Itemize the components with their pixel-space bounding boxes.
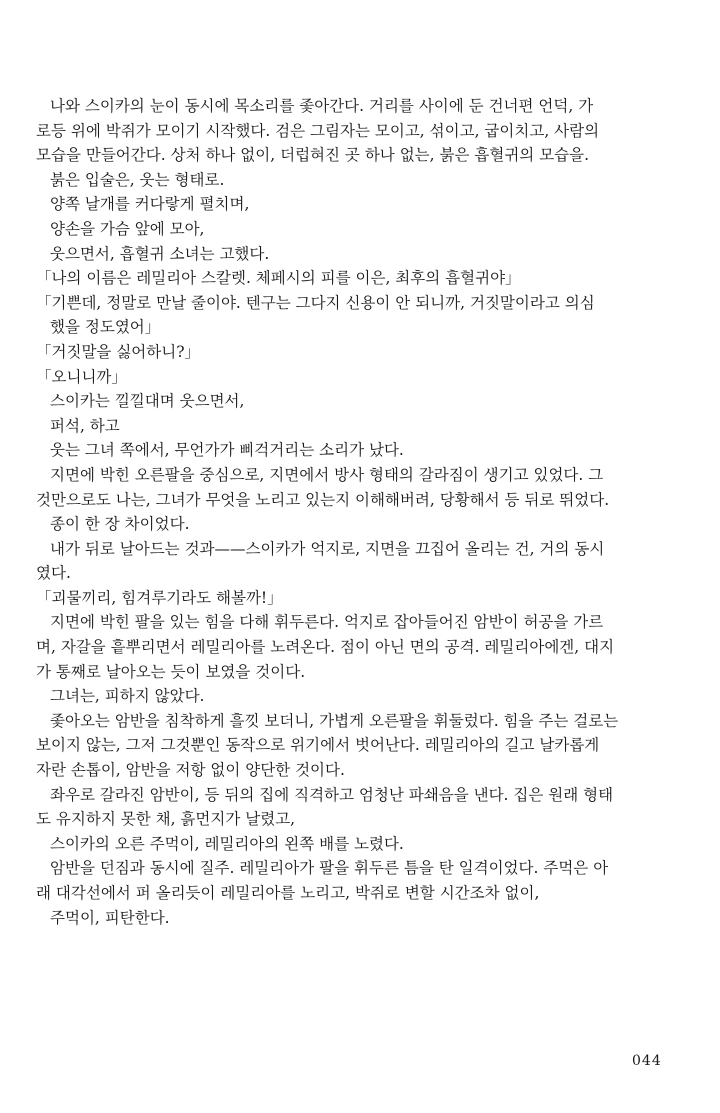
- text-line: 것만으로도 나는, 그녀가 무엇을 노리고 있는지 이해해버려, 당황해서 등 뒤로 뛰었다.: [36, 490, 610, 509]
- text-line: 내가 뒤로 날아드는 것과——스이카가 억지로, 지면을 끄집어 올리는 건, 거의 동시: [50, 539, 605, 558]
- text-line: 암반을 던짐과 동시에 질주. 레밀리아가 팔을 휘두른 틈을 탄 일격이었다. 주먹은 아: [50, 859, 609, 878]
- text-line: 「기쁜데, 정말로 만날 줄이야. 텐구는 그다지 신용이 안 되니까, 거짓말이라고 의심: [36, 293, 595, 312]
- text-line: 붉은 입술은, 웃는 형태로.: [50, 170, 225, 189]
- text-line: 지면에 박힌 오른팔을 중심으로, 지면에서 방사 형태의 갈라짐이 생기고 있었다. 그: [50, 465, 604, 484]
- page-body: [36, 94, 676, 930]
- text-line: 양손을 가슴 앞에 모아,: [50, 219, 205, 238]
- text-line: 그녀는, 피하지 않았다.: [50, 687, 205, 706]
- text-line: 퍼석, 하고: [50, 416, 120, 435]
- text-line: 도 유지하지 못한 채, 흙먼지가 날렸고,: [36, 810, 296, 829]
- text-line: 스이카는 낄낄대며 웃으면서,: [50, 392, 245, 411]
- text-line: 좇아오는 암반을 침착하게 흘낏 보더니, 가볍게 오른팔을 휘둘렀다. 힘을 주는 걸로는: [50, 711, 619, 730]
- text-line: 였다.: [36, 564, 71, 583]
- text-line: 주먹이, 피탄한다.: [50, 908, 170, 927]
- text-line: 자란 손톱이, 암반을 저항 없이 양단한 것이다.: [36, 761, 345, 780]
- text-line: 로등 위에 박쥐가 모이기 시작했다. 검은 그림자는 모이고, 섞이고, 굽이치고, 사람의: [36, 121, 600, 140]
- text-line: 웃는 그녀 쪽에서, 무언가가 삐걱거리는 소리가 났다.: [50, 441, 404, 460]
- text-line: 종이 한 장 차이었다.: [50, 515, 190, 534]
- text-line: 좌우로 갈라진 암반이, 등 뒤의 집에 직격하고 엄청난 파쇄음을 낸다. 집은 원래 형태: [50, 785, 614, 804]
- text-line: 나와 스이카의 눈이 동시에 목소리를 좇아간다. 거리를 사이에 둔 건너편 언덕, 가: [50, 97, 594, 115]
- text-line: 지면에 박힌 팔을 있는 힘을 다해 휘두른다. 억지로 잡아들어진 암반이 허공을 가르: [50, 613, 604, 632]
- text-line: 「오니니까」: [36, 367, 127, 386]
- text-line: 「나의 이름은 레밀리아 스칼렛. 체페시의 피를 이은, 최후의 흡혈귀야」: [36, 269, 521, 288]
- text-line: 「거짓말을 싫어하니?」: [36, 342, 201, 361]
- text-line: 스이카의 오른 주먹이, 레밀리아의 왼쪽 배를 노렸다.: [50, 834, 404, 853]
- text-line: 했을 정도였어」: [50, 318, 161, 337]
- text-line: 모습을 만들어간다. 상처 하나 없이, 더럽혀진 곳 하나 없는, 붉은 흡혈귀의 모습을.: [36, 146, 590, 165]
- page-number: 044: [632, 1053, 662, 1069]
- text-line: 래 대각선에서 퍼 올리듯이 레밀리아를 노리고, 박쥐로 변할 시간조차 없이,: [36, 884, 540, 902]
- text-line: 가 통째로 날아오는 듯이 보였을 것이다.: [36, 662, 306, 681]
- text-line: 양쪽 날개를 커다랗게 펼치며,: [50, 195, 250, 214]
- text-line: 보이지 않는, 그저 그것뿐인 동작으로 위기에서 벗어난다. 레밀리아의 길고 날카롭게: [36, 736, 600, 755]
- text-line: 「괴물끼리, 힘겨루기라도 해볼까!」: [36, 588, 283, 607]
- text-line: 웃으면서, 흡혈귀 소녀는 고했다.: [50, 244, 270, 263]
- text-line: 며, 자갈을 흩뿌리면서 레밀리아를 노려온다. 점이 아닌 면의 공격. 레밀리아에겐, 대지: [36, 638, 615, 657]
